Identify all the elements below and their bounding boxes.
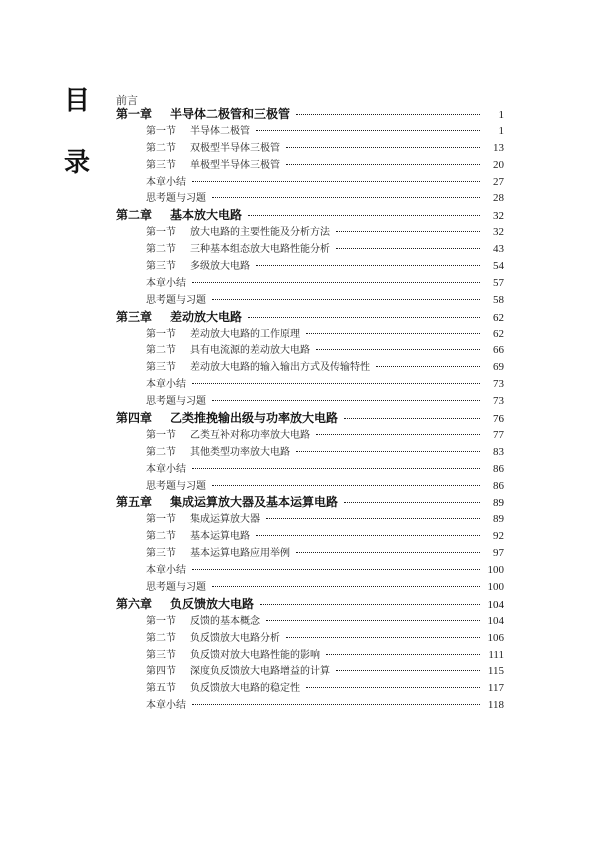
- dot-leader: [192, 569, 480, 570]
- toc-entry-number: 第一节: [146, 227, 176, 239]
- toc-entry-page-number: 97: [493, 547, 504, 560]
- toc-entry-number: 第一节: [146, 328, 176, 340]
- toc-entry-chapter[interactable]: [116, 106, 504, 123]
- toc-entry-section[interactable]: [116, 680, 504, 697]
- dot-leader: [266, 620, 480, 621]
- toc-entry-chapter[interactable]: [116, 596, 504, 613]
- toc-entry-page-number: 32: [493, 226, 504, 239]
- toc-entry-page-number: 104: [487, 598, 504, 611]
- toc-entry-title: 多级放大电路: [190, 261, 250, 273]
- toc-entry-page-number: 32: [493, 210, 504, 223]
- toc-entry-number: 第六章: [116, 596, 153, 611]
- toc-entry-section[interactable]: [116, 511, 504, 528]
- toc-entry-title: 本章小结: [146, 176, 186, 188]
- toc-entry-title: 深度负反馈放大电路增益的计算: [190, 666, 330, 678]
- dot-leader: [192, 704, 480, 705]
- toc-entry-section[interactable]: [116, 545, 504, 562]
- dot-leader: [296, 114, 480, 115]
- dot-leader: [286, 637, 480, 638]
- toc-entry-page-number: 54: [493, 260, 504, 273]
- dot-leader: [316, 434, 480, 435]
- toc-entry-section[interactable]: [116, 663, 504, 680]
- toc-entry-page-number: 62: [493, 311, 504, 324]
- dot-leader: [256, 130, 480, 131]
- toc-entry-number: 第五章: [116, 495, 153, 510]
- toc-entry-title: 负反馈对放大电路性能的影响: [190, 649, 320, 661]
- toc-entry-page-number: 1: [498, 109, 504, 121]
- toc-entry-page-number: 86: [493, 462, 504, 475]
- dot-leader: [316, 349, 480, 350]
- toc-entry-summary[interactable]: [116, 190, 504, 207]
- toc-entry-page-number: 86: [493, 479, 504, 492]
- toc-entry-page-number: 66: [493, 344, 504, 357]
- toc-entry-title: 差动放大电路: [170, 309, 243, 324]
- dot-leader: [192, 468, 480, 469]
- toc-entry-summary[interactable]: [116, 174, 504, 191]
- toc-entry-page-number: 89: [493, 497, 504, 510]
- toc-entry-title: 思考题与习题: [146, 193, 206, 205]
- dot-leader: [212, 400, 480, 401]
- toc-entry-summary[interactable]: [116, 275, 504, 292]
- toc-entry-title: 反馈的基本概念: [190, 615, 260, 627]
- toc-entry-number: 第二节: [146, 345, 176, 357]
- toc-entry-section[interactable]: [116, 630, 504, 647]
- toc-entry-number: 第三节: [146, 649, 176, 661]
- toc-entry-number: 第三节: [146, 548, 176, 560]
- toc-entry-page-number: 13: [493, 141, 504, 154]
- toc-entry-summary[interactable]: [116, 478, 504, 495]
- toc-entry-number: 第二节: [146, 632, 176, 644]
- toc-entry-title: 其他类型功率放大电路: [190, 446, 290, 458]
- toc-entry-title: 本章小结: [146, 700, 186, 712]
- toc-entry-page-number: 27: [493, 175, 504, 188]
- toc-entry-page-number: 111: [488, 648, 504, 661]
- toc-entry-title: 负反馈放大电路的稳定性: [190, 683, 300, 695]
- toc-entry-page-number: 69: [493, 361, 504, 374]
- toc-entry-page-number: 100: [487, 564, 504, 577]
- dot-leader: [192, 282, 480, 283]
- dot-leader: [192, 383, 480, 384]
- toc-entry-number: 第三节: [146, 159, 176, 171]
- toc-entry-title: 负反馈放大电路: [170, 596, 255, 611]
- toc-entry-title: 半导体二极管: [190, 125, 250, 137]
- toc-entry-page-number: 20: [493, 158, 504, 171]
- dot-leader: [212, 586, 480, 587]
- toc-entry-title: 放大电路的主要性能及分析方法: [190, 227, 330, 239]
- table-of-contents: [116, 106, 504, 714]
- toc-entry-title: 集成运算放大器: [190, 514, 260, 526]
- toc-entry-chapter[interactable]: [116, 410, 504, 427]
- dot-leader: [248, 215, 480, 216]
- dot-leader: [306, 687, 480, 688]
- toc-entry-page-number: 104: [487, 614, 504, 627]
- toc-entry-title: 差动放大电路的工作原理: [190, 328, 300, 340]
- toc-entry-summary[interactable]: [116, 579, 504, 596]
- toc-entry-title: 集成运算放大器及基本运算电路: [170, 495, 339, 510]
- toc-entry-chapter[interactable]: [116, 207, 504, 224]
- dot-leader: [266, 518, 480, 519]
- toc-entry-page-number: 62: [493, 327, 504, 340]
- toc-entry-page-number: 77: [493, 428, 504, 441]
- toc-entry-title: 思考题与习题: [146, 581, 206, 593]
- toc-entry-title: 思考题与习题: [146, 480, 206, 492]
- dot-leader: [256, 535, 480, 536]
- toc-entry-title: 差动放大电路的输入输出方式及传输特性: [190, 362, 370, 374]
- toc-entry-title: 双极型半导体三极管: [190, 142, 280, 154]
- toc-entry-page-number: 58: [493, 293, 504, 306]
- toc-entry-number: 第四节: [146, 666, 176, 678]
- toc-entry-section[interactable]: [116, 359, 504, 376]
- dot-leader: [256, 265, 480, 266]
- toc-entry-title: 基本运算电路: [190, 531, 250, 543]
- toc-entry-page-number: 118: [487, 699, 504, 712]
- toc-entry-page-number: 83: [493, 445, 504, 458]
- toc-entry-chapter[interactable]: [116, 494, 504, 511]
- dot-leader: [336, 670, 480, 671]
- toc-entry-section[interactable]: [116, 241, 504, 258]
- toc-heading-char-1: 目: [64, 86, 91, 116]
- toc-entry-title: 基本运算电路应用举例: [190, 548, 290, 560]
- toc-entry-page-number: 115: [487, 665, 504, 678]
- toc-entry-page-number: 28: [493, 192, 504, 205]
- toc-entry-title: 半导体二极管和三极管: [170, 107, 291, 121]
- toc-entry-section[interactable]: [116, 140, 504, 157]
- toc-entry-number: 第三章: [116, 309, 153, 324]
- dot-leader: [212, 197, 480, 198]
- toc-entry-title: 三种基本组态放大电路性能分析: [190, 244, 330, 256]
- toc-entry-number: 第二节: [146, 244, 176, 256]
- toc-entry-number: 第三节: [146, 261, 176, 273]
- toc-entry-title: 本章小结: [146, 379, 186, 391]
- toc-entry-title: 乙类推挽输出级与功率放大电路: [170, 411, 339, 426]
- toc-entry-summary[interactable]: [116, 461, 504, 478]
- dot-leader: [376, 366, 480, 367]
- toc-entry-summary[interactable]: [116, 562, 504, 579]
- dot-leader: [326, 654, 480, 655]
- toc-entry-page-number: 92: [493, 530, 504, 543]
- toc-heading-char-2: 录: [64, 148, 91, 178]
- dot-leader: [296, 451, 480, 452]
- dot-leader: [212, 485, 480, 486]
- toc-entry-section[interactable]: [116, 258, 504, 275]
- toc-entry-section[interactable]: [116, 647, 504, 664]
- toc-entry-title: 本章小结: [146, 463, 186, 475]
- toc-entry-preface[interactable]: 前言: [116, 94, 138, 107]
- toc-entry-number: 第二节: [146, 142, 176, 154]
- toc-entry-page-number: 76: [493, 413, 504, 426]
- toc-entry-summary[interactable]: [116, 393, 504, 410]
- toc-entry-summary[interactable]: [116, 697, 504, 714]
- toc-entry-page-number: 73: [493, 395, 504, 408]
- toc-entry-title: 本章小结: [146, 277, 186, 289]
- toc-entry-summary[interactable]: [116, 292, 504, 309]
- toc-entry-number: 第一节: [146, 615, 176, 627]
- toc-entry-section[interactable]: [116, 528, 504, 545]
- toc-entry-section[interactable]: [116, 224, 504, 241]
- dot-leader: [260, 604, 480, 605]
- toc-entry-section[interactable]: [116, 326, 504, 343]
- dot-leader: [336, 231, 480, 232]
- dot-leader: [212, 299, 480, 300]
- toc-entry-page-number: 100: [487, 580, 504, 593]
- dot-leader: [336, 248, 480, 249]
- toc-entry-chapter[interactable]: [116, 309, 504, 326]
- toc-entry-title: 思考题与习题: [146, 294, 206, 306]
- toc-entry-title: 负反馈放大电路分析: [190, 632, 280, 644]
- toc-entry-number: 第一节: [146, 514, 176, 526]
- toc-entry-section[interactable]: [116, 342, 504, 359]
- toc-entry-title: 乙类互补对称功率放大电路: [190, 429, 310, 441]
- toc-entry-page-number: 57: [493, 276, 504, 289]
- toc-entry-section[interactable]: [116, 613, 504, 630]
- dot-leader: [306, 333, 480, 334]
- dot-leader: [192, 181, 480, 182]
- dot-leader: [296, 552, 480, 553]
- toc-entry-page-number: 106: [487, 631, 504, 644]
- toc-entry-page-number: 73: [493, 378, 504, 391]
- toc-entry-page-number: 43: [493, 243, 504, 256]
- toc-entry-section[interactable]: [116, 157, 504, 174]
- toc-entry-number: 第三节: [146, 362, 176, 374]
- dot-leader: [286, 147, 480, 148]
- toc-entry-title: 单极型半导体三极管: [190, 159, 280, 171]
- dot-leader: [286, 164, 480, 165]
- toc-entry-section[interactable]: [116, 123, 504, 140]
- toc-entry-page-number: 89: [493, 513, 504, 526]
- toc-entry-title: 本章小结: [146, 565, 186, 577]
- toc-entry-number: 第二节: [146, 531, 176, 543]
- toc-entry-number: 第一章: [116, 107, 153, 121]
- dot-leader: [344, 502, 480, 503]
- toc-entry-title: 思考题与习题: [146, 396, 206, 408]
- toc-entry-section[interactable]: [116, 427, 504, 444]
- toc-entry-number: 第一节: [146, 429, 176, 441]
- toc-entry-number: 第五节: [146, 683, 176, 695]
- toc-entry-number: 第二章: [116, 208, 153, 223]
- toc-heading: [64, 88, 104, 176]
- toc-entry-page-number: 1: [498, 124, 504, 137]
- dot-leader: [248, 317, 480, 318]
- toc-entry-title: 具有电流源的差动放大电路: [190, 345, 310, 357]
- toc-entry-page-number: 117: [487, 682, 504, 695]
- toc-entry-number: 第四章: [116, 411, 153, 426]
- toc-entry-summary[interactable]: [116, 376, 504, 393]
- toc-entry-number: 第一节: [146, 125, 176, 137]
- dot-leader: [344, 418, 480, 419]
- toc-entry-number: 第二节: [146, 446, 176, 458]
- toc-entry-section[interactable]: [116, 444, 504, 461]
- toc-entry-title: 基本放大电路: [170, 208, 243, 223]
